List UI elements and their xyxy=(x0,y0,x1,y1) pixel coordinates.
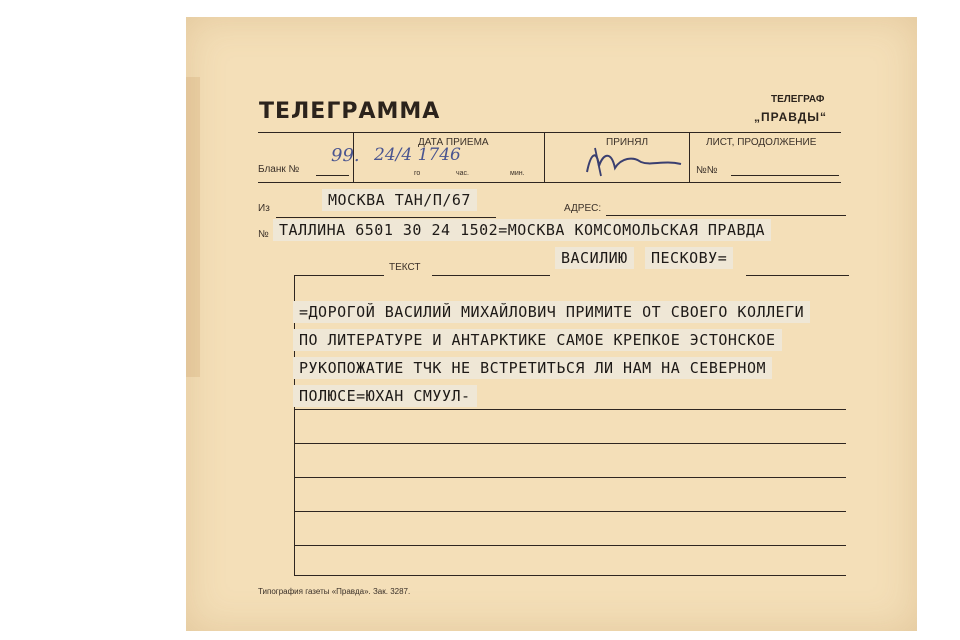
header-strip: ТАЛЛИНА 6501 30 24 1502=МОСКВА КОМСОМОЛЬСКАЯ ПРАВДА xyxy=(273,219,771,241)
sheet-label: ЛИСТ, ПРОДОЛЖЕНИЕ xyxy=(706,137,817,148)
text-line-6 xyxy=(294,443,846,444)
date-sub-go: го xyxy=(414,170,421,177)
text-rule-left xyxy=(294,275,384,276)
header-top-rule xyxy=(258,132,841,133)
telegram-text-line: РУКОПОЖАТИЕ ТЧК НЕ ВСТРЕТИТЬСЯ ЛИ НАМ НА СЕВЕРНОМ xyxy=(293,357,772,379)
handwritten-date: 24/4 1746 xyxy=(374,145,461,165)
from-strip: МОСКВА ТАН/П/67 xyxy=(322,189,477,211)
sheet-number-rule xyxy=(731,175,839,176)
text-rule-mid xyxy=(432,275,550,276)
publisher-line-2: „ПРАВДЫ“ xyxy=(754,110,828,124)
form-title: ТЕЛЕГРАММА xyxy=(259,99,441,124)
recipient-last-name: ПЕСКОВУ= xyxy=(645,247,733,269)
telegram-form xyxy=(186,17,917,631)
accepted-signature xyxy=(581,142,691,182)
header-divider-2 xyxy=(544,132,545,182)
text-line-5 xyxy=(294,409,846,410)
date-label: ДАТА ПРИЕМА xyxy=(418,137,489,148)
address-rule xyxy=(606,215,846,216)
text-label: ТЕКСТ xyxy=(389,262,421,273)
handwritten-blank-number: 99. xyxy=(331,145,360,166)
telegram-text-line: =ДОРОГОЙ ВАСИЛИЙ МИХАЙЛОВИЧ ПРИМИТЕ ОТ СВОЕГО КОЛЛЕГИ xyxy=(293,301,810,323)
text-line-10 xyxy=(294,575,846,576)
printer-footer: Типография газеты «Правда». Зак. 3287. xyxy=(258,587,411,596)
accepted-label: ПРИНЯЛ xyxy=(606,137,649,148)
publisher-line-1: ТЕЛЕГРАФ xyxy=(771,94,825,105)
text-rule-right xyxy=(746,275,849,276)
from-label: Из xyxy=(258,203,270,214)
telegram-text-line: ПО ЛИТЕРАТУРЕ И АНТАРКТИКЕ САМОЕ КРЕПКОЕ ЭСТОНСКОЕ xyxy=(293,329,782,351)
address-label: АДРЕС: xyxy=(564,203,602,214)
blank-label: Бланк № xyxy=(258,164,300,175)
blank-number-rule xyxy=(316,175,349,176)
date-sub-chas: час. xyxy=(456,170,469,177)
text-line-8 xyxy=(294,511,846,512)
from-rule xyxy=(276,217,496,218)
text-line-9 xyxy=(294,545,846,546)
text-line-7 xyxy=(294,477,846,478)
telegram-text-line: ПОЛЮСЕ=ЮХАН СМУУЛ- xyxy=(293,385,477,407)
sheet-number-label: №№ xyxy=(696,165,718,176)
header-bottom-rule xyxy=(258,182,841,183)
recipient-first-name: ВАСИЛИЮ xyxy=(555,247,634,269)
number-label: № xyxy=(258,229,269,240)
date-sub-min: мин. xyxy=(510,170,525,177)
